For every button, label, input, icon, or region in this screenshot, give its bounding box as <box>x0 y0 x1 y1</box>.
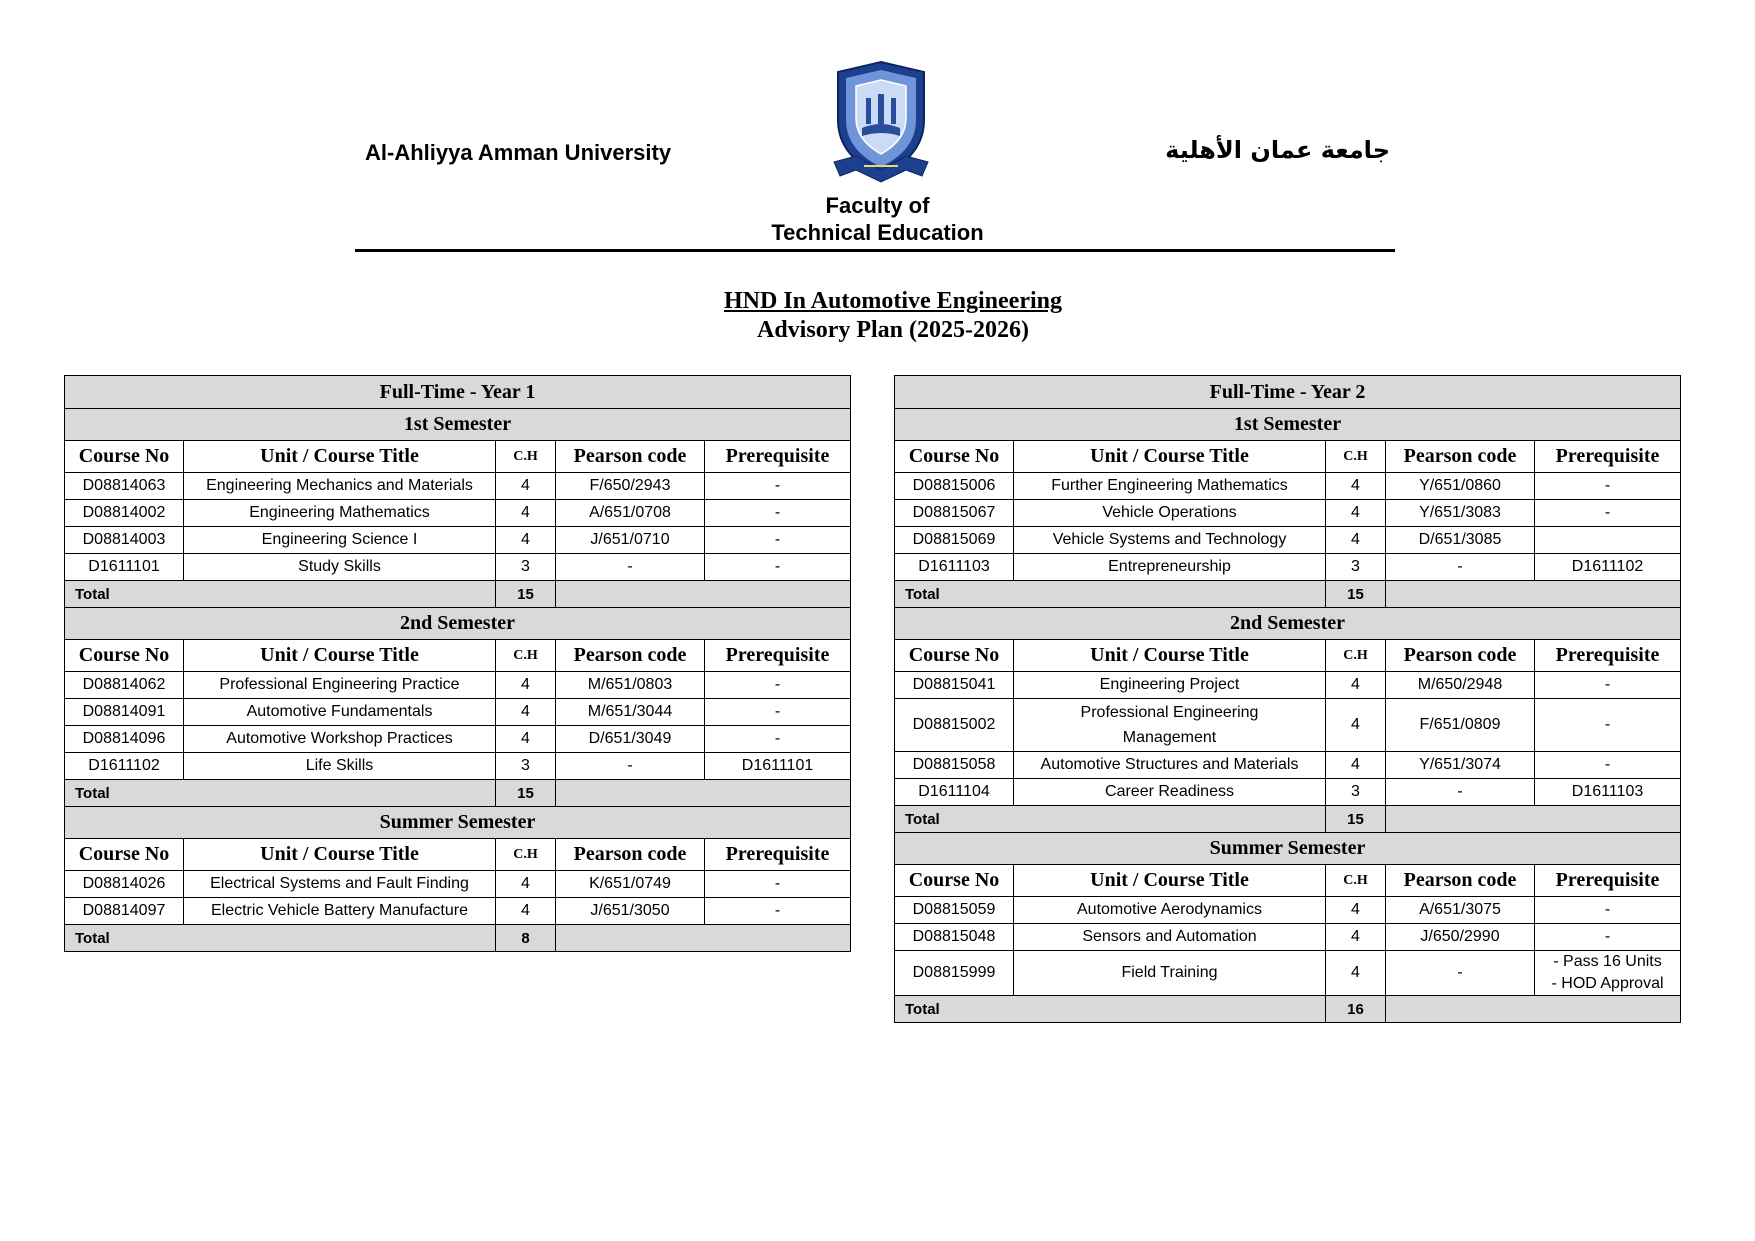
column-header-row <box>65 839 851 871</box>
university-name-en: Al-Ahliyya Amman University <box>365 140 672 165</box>
total-label: Total <box>895 581 1326 608</box>
total-value: 16 <box>1326 996 1386 1023</box>
col-pearson: Pearson code <box>556 441 705 473</box>
faculty-name <box>0 192 1755 246</box>
col-title: Unit / Course Title <box>184 441 496 473</box>
col-title: Unit / Course Title <box>1014 441 1326 473</box>
semester-heading: 2nd Semester <box>895 608 1681 640</box>
pearson-code: J/650/2990 <box>1386 924 1535 951</box>
table-row <box>895 924 1681 951</box>
document-title <box>0 287 1755 345</box>
pearson-code: M/650/2948 <box>1386 672 1535 699</box>
total-row <box>65 581 851 608</box>
pearson-code: D/651/3085 <box>1386 527 1535 554</box>
table-row <box>895 527 1681 554</box>
prerequisite: - <box>1535 897 1681 924</box>
table-row <box>65 672 851 699</box>
column-header-row <box>65 640 851 672</box>
pearson-code: - <box>1386 554 1535 581</box>
prerequisite: - <box>705 473 851 500</box>
credit-hours: 4 <box>1326 500 1386 527</box>
credit-hours: 4 <box>496 871 556 898</box>
col-title: Unit / Course Title <box>1014 640 1326 672</box>
col-ch: C.H <box>1326 865 1386 897</box>
col-course-no: Course No <box>895 865 1014 897</box>
col-ch: C.H <box>1326 640 1386 672</box>
course-no: D08814002 <box>65 500 184 527</box>
table-row <box>895 473 1681 500</box>
course-no: D08815059 <box>895 897 1014 924</box>
col-course-no: Course No <box>65 640 184 672</box>
total-row <box>895 996 1681 1023</box>
course-title: Engineering Project <box>1014 672 1326 699</box>
course-title: Entrepreneurship <box>1014 554 1326 581</box>
total-row <box>65 780 851 807</box>
prerequisite: - <box>1535 672 1681 699</box>
table-row <box>65 500 851 527</box>
col-title: Unit / Course Title <box>1014 865 1326 897</box>
total-label: Total <box>895 806 1326 833</box>
col-prereq: Prerequisite <box>1535 441 1681 473</box>
course-title: Life Skills <box>184 753 496 780</box>
col-pearson: Pearson code <box>1386 640 1535 672</box>
course-title: Sensors and Automation <box>1014 924 1326 951</box>
pearson-code: - <box>1386 779 1535 806</box>
credit-hours: 4 <box>496 473 556 500</box>
pearson-code: F/650/2943 <box>556 473 705 500</box>
table-row <box>895 554 1681 581</box>
prerequisite-line-2: - HOD Approval <box>1551 975 1664 992</box>
total-label: Total <box>895 996 1326 1023</box>
pearson-code: D/651/3049 <box>556 726 705 753</box>
credit-hours: 4 <box>1326 672 1386 699</box>
course-no: D08815006 <box>895 473 1014 500</box>
col-course-no: Course No <box>895 441 1014 473</box>
column-header-row <box>895 640 1681 672</box>
prerequisite: - <box>705 871 851 898</box>
university-crest-icon <box>826 58 936 188</box>
credit-hours: 4 <box>496 500 556 527</box>
credit-hours: 3 <box>496 554 556 581</box>
prerequisite: D1611103 <box>1535 779 1681 806</box>
prerequisite: - <box>705 527 851 554</box>
prerequisite: - <box>705 726 851 753</box>
total-row <box>895 581 1681 608</box>
prerequisite: - <box>1535 924 1681 951</box>
table-row <box>65 699 851 726</box>
prerequisite: - <box>1535 473 1681 500</box>
pearson-code: - <box>556 753 705 780</box>
course-no: D08814062 <box>65 672 184 699</box>
header-divider <box>355 249 1395 252</box>
pearson-code: A/651/0708 <box>556 500 705 527</box>
pearson-code: M/651/0803 <box>556 672 705 699</box>
col-prereq: Prerequisite <box>705 640 851 672</box>
course-title: Electric Vehicle Battery Manufacture <box>184 898 496 925</box>
table-row <box>65 726 851 753</box>
prerequisite-line-1: - Pass 16 Units <box>1553 953 1662 970</box>
course-title: Electrical Systems and Fault Finding <box>184 871 496 898</box>
col-title: Unit / Course Title <box>184 839 496 871</box>
credit-hours: 3 <box>1326 779 1386 806</box>
semester-heading: Summer Semester <box>65 807 851 839</box>
semester-heading: 1st Semester <box>895 409 1681 441</box>
course-title: Engineering Science I <box>184 527 496 554</box>
credit-hours: 3 <box>496 753 556 780</box>
faculty-line-1: Faculty of <box>825 193 930 218</box>
prerequisite: - <box>1535 699 1681 752</box>
course-title: Automotive Workshop Practices <box>184 726 496 753</box>
table-row <box>65 554 851 581</box>
course-no: D08815002 <box>895 699 1014 752</box>
table-row <box>65 898 851 925</box>
table-row <box>895 672 1681 699</box>
pearson-code: F/651/0809 <box>1386 699 1535 752</box>
col-title: Unit / Course Title <box>184 640 496 672</box>
course-no: D08815058 <box>895 752 1014 779</box>
course-title: Career Readiness <box>1014 779 1326 806</box>
course-no: D1611103 <box>895 554 1014 581</box>
column-header-row <box>65 441 851 473</box>
credit-hours: 4 <box>1326 951 1386 996</box>
course-title: Study Skills <box>184 554 496 581</box>
col-pearson: Pearson code <box>1386 441 1535 473</box>
university-name-ar: جامعة عمان الأهلية <box>1165 136 1390 164</box>
prerequisite <box>1535 527 1681 554</box>
semester-heading: 1st Semester <box>65 409 851 441</box>
prerequisite: - <box>705 672 851 699</box>
course-no: D08815048 <box>895 924 1014 951</box>
table-row <box>895 500 1681 527</box>
credit-hours: 4 <box>496 527 556 554</box>
course-title: Automotive Structures and Materials <box>1014 752 1326 779</box>
prerequisite: - <box>705 898 851 925</box>
credit-hours: 4 <box>496 898 556 925</box>
table-row <box>65 753 851 780</box>
course-title: Further Engineering Mathematics <box>1014 473 1326 500</box>
col-pearson: Pearson code <box>1386 865 1535 897</box>
table-row <box>895 897 1681 924</box>
col-prereq: Prerequisite <box>705 441 851 473</box>
course-no: D08815999 <box>895 951 1014 996</box>
course-title: Professional Engineering Management <box>1014 699 1326 752</box>
col-pearson: Pearson code <box>556 640 705 672</box>
course-title: Automotive Fundamentals <box>184 699 496 726</box>
pearson-code: J/651/3050 <box>556 898 705 925</box>
col-ch: C.H <box>496 441 556 473</box>
total-label: Total <box>65 780 496 807</box>
col-prereq: Prerequisite <box>705 839 851 871</box>
prerequisite: - <box>1535 752 1681 779</box>
table-row <box>895 699 1681 752</box>
pearson-code: A/651/3075 <box>1386 897 1535 924</box>
course-no: D1611101 <box>65 554 184 581</box>
semester-heading: 2nd Semester <box>65 608 851 640</box>
col-course-no: Course No <box>65 839 184 871</box>
year-2-heading: Full-Time - Year 2 <box>895 376 1681 409</box>
course-no: D1611102 <box>65 753 184 780</box>
total-row <box>65 925 851 952</box>
total-value: 15 <box>1326 806 1386 833</box>
pearson-code: K/651/0749 <box>556 871 705 898</box>
prerequisite: D1611101 <box>705 753 851 780</box>
pearson-code: - <box>1386 951 1535 996</box>
course-no: D08814003 <box>65 527 184 554</box>
col-ch: C.H <box>496 640 556 672</box>
credit-hours: 4 <box>1326 897 1386 924</box>
pearson-code: - <box>556 554 705 581</box>
credit-hours: 4 <box>1326 699 1386 752</box>
course-title: Vehicle Systems and Technology <box>1014 527 1326 554</box>
col-ch: C.H <box>496 839 556 871</box>
pearson-code: M/651/3044 <box>556 699 705 726</box>
course-no: D1611104 <box>895 779 1014 806</box>
program-title: HND In Automotive Engineering <box>723 288 1062 314</box>
year-1-table <box>64 375 851 952</box>
prerequisite: - <box>705 500 851 527</box>
table-row <box>895 951 1681 996</box>
col-pearson: Pearson code <box>556 839 705 871</box>
semester-heading: Summer Semester <box>895 833 1681 865</box>
column-header-row <box>895 441 1681 473</box>
credit-hours: 3 <box>1326 554 1386 581</box>
pearson-code: J/651/0710 <box>556 527 705 554</box>
credit-hours: 4 <box>1326 924 1386 951</box>
table-row <box>895 779 1681 806</box>
pearson-code: Y/651/3083 <box>1386 500 1535 527</box>
credit-hours: 4 <box>496 672 556 699</box>
col-course-no: Course No <box>895 640 1014 672</box>
credit-hours: 4 <box>1326 527 1386 554</box>
course-title: Engineering Mechanics and Materials <box>184 473 496 500</box>
total-value: 15 <box>496 581 556 608</box>
table-row <box>65 871 851 898</box>
course-no: D08814063 <box>65 473 184 500</box>
total-label: Total <box>65 581 496 608</box>
total-value: 15 <box>496 780 556 807</box>
course-no: D08814097 <box>65 898 184 925</box>
course-no: D08815067 <box>895 500 1014 527</box>
prerequisite: - <box>705 699 851 726</box>
col-prereq: Prerequisite <box>1535 640 1681 672</box>
course-title: Professional Engineering Practice <box>184 672 496 699</box>
credit-hours: 4 <box>1326 752 1386 779</box>
course-no: D08814091 <box>65 699 184 726</box>
prerequisite: - <box>1535 500 1681 527</box>
credit-hours: 4 <box>1326 473 1386 500</box>
total-row <box>895 806 1681 833</box>
course-no: D08814096 <box>65 726 184 753</box>
course-title: Automotive Aerodynamics <box>1014 897 1326 924</box>
course-title: Vehicle Operations <box>1014 500 1326 527</box>
faculty-line-2: Technical Education <box>771 220 984 245</box>
col-course-no: Course No <box>65 441 184 473</box>
pearson-code: Y/651/0860 <box>1386 473 1535 500</box>
pearson-code: Y/651/3074 <box>1386 752 1535 779</box>
total-value: 15 <box>1326 581 1386 608</box>
course-no: D08815041 <box>895 672 1014 699</box>
course-no: D08814026 <box>65 871 184 898</box>
total-label: Total <box>65 925 496 952</box>
course-no: D08815069 <box>895 527 1014 554</box>
prerequisite: - <box>705 554 851 581</box>
credit-hours: 4 <box>496 726 556 753</box>
table-row <box>895 752 1681 779</box>
course-title: Field Training <box>1014 951 1326 996</box>
table-row <box>65 527 851 554</box>
prerequisite <box>1535 951 1681 996</box>
year-1-heading: Full-Time - Year 1 <box>65 376 851 409</box>
year-2-table <box>894 375 1681 1023</box>
total-value: 8 <box>496 925 556 952</box>
credit-hours: 4 <box>496 699 556 726</box>
table-row <box>65 473 851 500</box>
plan-subtitle: Advisory Plan (2025-2026) <box>757 317 1029 343</box>
col-ch: C.H <box>1326 441 1386 473</box>
column-header-row <box>895 865 1681 897</box>
col-prereq: Prerequisite <box>1535 865 1681 897</box>
prerequisite: D1611102 <box>1535 554 1681 581</box>
course-title: Engineering Mathematics <box>184 500 496 527</box>
